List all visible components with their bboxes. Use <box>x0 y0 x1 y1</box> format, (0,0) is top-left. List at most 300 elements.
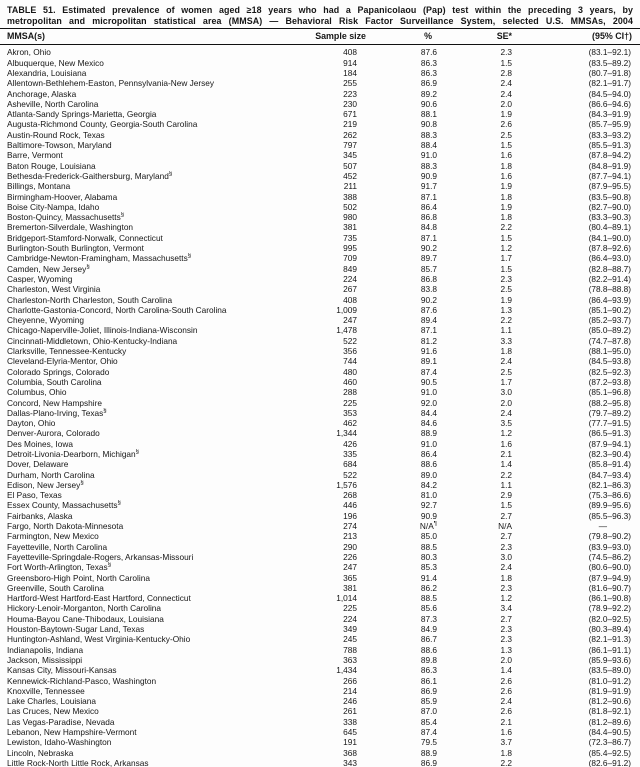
table-row <box>0 119 640 129</box>
cell-mmsa: Edison, New Jersey§ <box>7 479 84 490</box>
cell-percent: 85.7 <box>420 263 437 274</box>
cell-percent: 91.0 <box>420 387 437 398</box>
cell-percent: 89.8 <box>420 654 437 665</box>
cell-percent: 89.0 <box>420 469 437 480</box>
table-row <box>0 253 640 263</box>
cell-percent: 84.2 <box>420 479 437 490</box>
cell-ci: (74.7–87.8) <box>588 335 631 346</box>
cell-se: 1.1 <box>500 325 512 336</box>
cell-ci: (87.2–93.8) <box>588 376 631 387</box>
cell-se: 2.5 <box>500 366 512 377</box>
cell-sample-size: 365 <box>343 572 357 583</box>
cell-mmsa: Hickory-Lenoir-Morganton, North Carolina <box>7 603 162 614</box>
cell-sample-size: 224 <box>343 273 357 284</box>
cell-se: 2.5 <box>500 129 512 140</box>
pap-test-prevalence-table <box>0 28 640 767</box>
cell-mmsa: Baltimore-Towson, Maryland <box>7 140 112 151</box>
cell-sample-size: 1,576 <box>336 479 357 490</box>
cell-sample-size: 213 <box>343 531 357 542</box>
cell-sample-size: 452 <box>343 170 357 181</box>
cell-mmsa: Essex County, Massachusetts§ <box>7 500 121 511</box>
table-row <box>0 624 640 634</box>
cell-ci: (81.2–90.6) <box>588 696 631 707</box>
cell-percent: 90.2 <box>420 243 437 254</box>
cell-se: 2.4 <box>500 88 512 99</box>
cell-se: 2.2 <box>500 469 512 480</box>
table-row <box>0 634 640 644</box>
cell-se: 2.7 <box>500 510 512 521</box>
cell-ci: (81.9–91.9) <box>588 685 631 696</box>
cell-se: 2.4 <box>500 356 512 367</box>
cell-percent: 90.8 <box>420 119 437 130</box>
cell-mmsa: Chicago-Naperville-Joliet, Illinois-Indiana-Wisconsin <box>7 325 198 336</box>
cell-percent: 85.4 <box>420 716 437 727</box>
cell-se: 2.2 <box>500 315 512 326</box>
cell-sample-size: 388 <box>343 191 357 202</box>
cell-se: 2.3 <box>500 47 512 58</box>
cell-ci: (74.5–86.2) <box>588 551 631 562</box>
cell-ci: (85.5–96.3) <box>588 510 631 521</box>
table-row <box>0 356 640 366</box>
cell-percent: 86.9 <box>420 685 437 696</box>
cell-ci: (79.8–90.2) <box>588 531 631 542</box>
cell-se: 1.4 <box>500 665 512 676</box>
cell-se: 1.9 <box>500 201 512 212</box>
cell-sample-size: 446 <box>343 500 357 511</box>
cell-se: 2.3 <box>500 273 512 284</box>
table-row <box>0 212 640 222</box>
cell-sample-size: 274 <box>343 521 357 532</box>
table-row <box>0 439 640 449</box>
col-header-ci: (95% CI†) <box>513 29 640 45</box>
cell-mmsa: Bridgeport-Stamford-Norwalk, Connecticut <box>7 232 163 243</box>
cell-ci: (80.7–91.8) <box>588 68 631 78</box>
cell-percent: 89.4 <box>420 315 437 326</box>
cell-sample-size: 288 <box>343 387 357 398</box>
cell-percent: 87.0 <box>420 706 437 717</box>
cell-se: 2.6 <box>500 706 512 717</box>
cell-sample-size: 368 <box>343 747 357 758</box>
cell-se: 1.3 <box>500 644 512 655</box>
cell-percent: 87.4 <box>420 727 437 737</box>
cell-sample-size: 267 <box>343 284 357 295</box>
cell-sample-size: 1,434 <box>336 665 357 676</box>
cell-ci: (81.2–89.6) <box>588 716 631 727</box>
cell-mmsa: Huntington-Ashland, West Virginia-Kentucky-Ohio <box>7 634 191 645</box>
cell-ci: (83.1–92.1) <box>588 47 631 58</box>
cell-mmsa: Columbia, South Carolina <box>7 376 102 387</box>
cell-sample-size: 408 <box>343 47 357 58</box>
cell-se: 1.1 <box>500 479 512 490</box>
cell-percent: 85.0 <box>420 531 437 542</box>
cell-mmsa: Alexandria, Louisiana <box>7 68 87 78</box>
cell-mmsa: Little Rock-North Little Rock, Arkansas <box>7 757 149 767</box>
cell-sample-size: 225 <box>343 397 357 408</box>
cell-percent: 91.6 <box>420 346 437 357</box>
cell-ci: (86.5–91.3) <box>588 428 631 439</box>
cell-percent: 84.6 <box>420 418 437 429</box>
cell-se: 1.2 <box>500 428 512 439</box>
cell-se: 3.5 <box>500 418 512 429</box>
cell-mmsa: Boise City-Nampa, Idaho <box>7 201 100 212</box>
cell-sample-size: 335 <box>343 448 357 459</box>
table-row <box>0 521 640 531</box>
cell-ci: (87.9–94.9) <box>588 572 631 583</box>
cell-percent: 87.6 <box>420 304 437 315</box>
cell-percent: 90.9 <box>420 510 437 521</box>
cell-percent: 91.7 <box>420 181 437 192</box>
cell-ci: (85.1–90.2) <box>588 304 631 315</box>
cell-mmsa: Camden, New Jersey§ <box>7 263 90 274</box>
cell-ci: (78.8–88.8) <box>588 284 631 295</box>
cell-se: 1.6 <box>500 170 512 181</box>
cell-percent: 92.7 <box>420 500 437 511</box>
cell-mmsa: Albuquerque, New Mexico <box>7 57 104 68</box>
cell-ci: (86.1–91.1) <box>588 644 631 655</box>
cell-se: 1.8 <box>500 747 512 758</box>
cell-mmsa: Burlington-South Burlington, Vermont <box>7 243 144 254</box>
cell-sample-size: 684 <box>343 459 357 470</box>
table-row <box>0 222 640 232</box>
cell-percent: 91.4 <box>420 572 437 583</box>
cell-se: 1.8 <box>500 191 512 202</box>
cell-se: 1.8 <box>500 346 512 357</box>
cell-se: 1.4 <box>500 459 512 470</box>
cell-sample-size: 408 <box>343 294 357 305</box>
cell-ci: (80.3–89.4) <box>588 624 631 635</box>
table-row <box>0 346 640 356</box>
cell-sample-size: 1,344 <box>336 428 357 439</box>
table-row <box>0 325 640 335</box>
cell-sample-size: 223 <box>343 88 357 99</box>
cell-percent: 88.3 <box>420 160 437 171</box>
cell-sample-size: 247 <box>343 562 357 573</box>
cell-se: 2.4 <box>500 562 512 573</box>
cell-se: 1.5 <box>500 140 512 151</box>
cell-ci: (88.2–95.8) <box>588 397 631 408</box>
cell-se: 2.3 <box>500 541 512 552</box>
table-row <box>0 68 640 78</box>
table-row <box>0 398 640 408</box>
cell-se: 2.8 <box>500 68 512 78</box>
table-row <box>0 181 640 191</box>
table-row <box>0 428 640 438</box>
cell-sample-size: 261 <box>343 706 357 717</box>
cell-sample-size: 191 <box>343 737 357 748</box>
table-row <box>0 480 640 490</box>
cell-se: 1.6 <box>500 727 512 737</box>
cell-sample-size: 353 <box>343 407 357 418</box>
cell-se: 2.6 <box>500 685 512 696</box>
cell-mmsa: Fargo, North Dakota-Minnesota <box>7 521 124 532</box>
footnote-marker: § <box>80 480 84 487</box>
table-row <box>0 367 640 377</box>
cell-sample-size: 356 <box>343 346 357 357</box>
table-row <box>0 295 640 305</box>
cell-mmsa: Lebanon, New Hampshire-Vermont <box>7 727 137 737</box>
cell-sample-size: 460 <box>343 376 357 387</box>
col-header-sample-size: Sample size <box>308 29 368 45</box>
column-header-row <box>0 29 640 45</box>
cell-sample-size: 230 <box>343 98 357 109</box>
cell-mmsa: Des Moines, Iowa <box>7 438 73 449</box>
cell-sample-size: 345 <box>343 150 357 161</box>
cell-ci: (82.0–92.5) <box>588 613 631 624</box>
cell-percent: 91.0 <box>420 150 437 161</box>
cell-percent: 86.3 <box>420 57 437 68</box>
cell-sample-size: 914 <box>343 57 357 68</box>
table-row <box>0 315 640 325</box>
footnote-marker: § <box>135 449 140 456</box>
table-row <box>0 150 640 160</box>
cell-percent: N/A¶ <box>419 521 437 532</box>
cell-mmsa: Las Vegas-Paradise, Nevada <box>7 716 115 727</box>
cell-mmsa: Indianapolis, Indiana <box>7 644 84 655</box>
cell-se: 2.9 <box>500 490 512 501</box>
cell-mmsa: Las Cruces, New Mexico <box>7 706 99 717</box>
cell-ci: (84.7–93.4) <box>588 469 631 480</box>
col-header-mmsa: MMSA(s) <box>0 29 308 45</box>
cell-percent: 81.2 <box>420 335 437 346</box>
footnote-marker: § <box>120 212 125 219</box>
table-row <box>0 655 640 665</box>
cell-mmsa: Atlanta-Sandy Springs-Marietta, Georgia <box>7 109 157 120</box>
cell-ci: (85.2–93.7) <box>588 315 631 326</box>
cell-ci: (81.8–92.1) <box>588 706 631 717</box>
cell-mmsa: Asheville, North Carolina <box>7 98 99 109</box>
table-row <box>0 583 640 593</box>
cell-percent: 85.6 <box>420 603 437 614</box>
cell-sample-size: 480 <box>343 366 357 377</box>
cell-se: 2.4 <box>500 78 512 89</box>
table-row <box>0 161 640 171</box>
table-row <box>0 531 640 541</box>
cell-ci: (81.0–91.2) <box>588 675 631 686</box>
cell-sample-size: 381 <box>343 222 357 233</box>
cell-ci: (85.9–93.6) <box>588 654 631 665</box>
cell-sample-size: 226 <box>343 551 357 562</box>
table-title <box>0 0 640 28</box>
table-row <box>0 377 640 387</box>
cell-sample-size: 507 <box>343 160 357 171</box>
cell-se: 2.2 <box>500 222 512 233</box>
cell-percent: 86.3 <box>420 665 437 676</box>
cell-ci: (89.9–95.6) <box>588 500 631 511</box>
cell-percent: 84.9 <box>420 624 437 635</box>
cell-percent: 86.7 <box>420 634 437 645</box>
cell-ci: (77.7–91.5) <box>588 418 631 429</box>
cell-percent: 86.9 <box>420 78 437 89</box>
cell-mmsa: Baton Rouge, Louisiana <box>7 160 96 171</box>
cell-mmsa: Lewiston, Idaho-Washington <box>7 737 112 748</box>
cell-percent: 86.4 <box>420 448 437 459</box>
cell-mmsa: Austin-Round Rock, Texas <box>7 129 105 140</box>
table-row <box>0 109 640 119</box>
cell-mmsa: Billings, Montana <box>7 181 71 192</box>
cell-sample-size: 995 <box>343 243 357 254</box>
cell-percent: 87.6 <box>420 47 437 58</box>
table-row <box>0 562 640 572</box>
cell-sample-size: 645 <box>343 727 357 737</box>
cell-se: 1.2 <box>500 243 512 254</box>
cell-ci: (84.4–90.5) <box>588 727 631 737</box>
cell-ci: (82.2–91.4) <box>588 273 631 284</box>
table-title-line2: metropolitan and micropolitan statistical area (MMSA) — Behavioral Risk Factor Surveillance System, selected U.S. MMSAs, 2004 <box>7 15 633 26</box>
cell-mmsa: Barre, Vermont <box>7 150 63 161</box>
cell-percent: 86.8 <box>420 273 437 284</box>
cell-percent: 88.9 <box>420 428 437 439</box>
cell-mmsa: Dayton, Ohio <box>7 418 56 429</box>
cell-mmsa: Concord, New Hampshire <box>7 397 102 408</box>
cell-mmsa: Denver-Aurora, Colorado <box>7 428 100 439</box>
cell-se: 2.3 <box>500 582 512 593</box>
cell-mmsa: Allentown-Bethlehem-Easton, Pennsylvania-New Jersey <box>7 78 215 89</box>
footnote-marker: § <box>168 171 173 178</box>
cell-percent: 86.9 <box>420 757 437 767</box>
col-header-percent: % <box>368 29 440 45</box>
table-row <box>0 500 640 510</box>
table-row <box>0 737 640 747</box>
cell-se: 1.5 <box>500 263 512 274</box>
cell-ci: (82.1–86.3) <box>588 479 631 490</box>
cell-ci: (82.7–90.0) <box>588 201 631 212</box>
cell-se: 2.3 <box>500 634 512 645</box>
cell-se: 1.6 <box>500 150 512 161</box>
cell-mmsa: Casper, Wyoming <box>7 273 73 284</box>
cell-sample-size: 255 <box>343 78 357 89</box>
cell-ci: (82.5–92.3) <box>588 366 631 377</box>
cell-se: 1.7 <box>500 253 512 264</box>
table-row <box>0 727 640 737</box>
table-row <box>0 676 640 686</box>
cell-se: 1.8 <box>500 572 512 583</box>
table-row <box>0 717 640 727</box>
cell-se: 2.0 <box>500 654 512 665</box>
cell-ci: (83.5–89.0) <box>588 665 631 676</box>
cell-sample-size: 502 <box>343 201 357 212</box>
cell-percent: 88.5 <box>420 593 437 604</box>
cell-mmsa: Clarksville, Tennessee-Kentucky <box>7 346 127 357</box>
table-row <box>0 593 640 603</box>
table-row <box>0 706 640 716</box>
table-row <box>0 511 640 521</box>
cell-mmsa: Greenville, South Carolina <box>7 582 104 593</box>
cell-mmsa: Fayetteville, North Carolina <box>7 541 108 552</box>
cell-ci: (82.6–91.2) <box>588 757 631 767</box>
cell-mmsa: Dover, Delaware <box>7 459 69 470</box>
cell-sample-size: 1,009 <box>336 304 357 315</box>
cell-sample-size: 262 <box>343 129 357 140</box>
cell-ci: (84.3–91.9) <box>588 109 631 120</box>
cell-mmsa: Fayetteville-Springdale-Rogers, Arkansas-Missouri <box>7 551 194 562</box>
cell-percent: 88.1 <box>420 109 437 120</box>
cell-ci: (84.8–91.9) <box>588 160 631 171</box>
cell-mmsa: Birmingham-Hoover, Alabama <box>7 191 118 202</box>
cell-percent: 86.1 <box>420 675 437 686</box>
table-row <box>0 89 640 99</box>
table-row <box>0 387 640 397</box>
cell-ci: (83.3–90.3) <box>588 212 631 223</box>
cell-sample-size: 349 <box>343 624 357 635</box>
cell-mmsa: Fort Worth-Arlington, Texas§ <box>7 562 112 573</box>
cell-se: 3.4 <box>500 603 512 614</box>
cell-ci: (82.1–91.7) <box>588 78 631 89</box>
cell-mmsa: Cincinnati-Middletown, Ohio-Kentucky-Indiana <box>7 335 178 346</box>
cell-ci: (82.1–91.3) <box>588 634 631 645</box>
table-row <box>0 78 640 88</box>
table-row <box>0 542 640 552</box>
cell-se: 1.5 <box>500 57 512 68</box>
cell-ci: (87.7–94.1) <box>588 170 631 181</box>
cell-mmsa: Durham, North Carolina <box>7 469 95 480</box>
cell-mmsa: Lake Charles, Louisiana <box>7 696 97 707</box>
cell-percent: 88.9 <box>420 747 437 758</box>
cell-percent: 85.3 <box>420 562 437 573</box>
cell-sample-size: 211 <box>343 181 357 192</box>
cell-ci: (84.1–90.0) <box>588 232 631 243</box>
cell-mmsa: Akron, Ohio <box>7 47 51 58</box>
cell-mmsa: Bremerton-Silverdale, Washington <box>7 222 134 233</box>
cell-ci: (86.6–94.6) <box>588 98 631 109</box>
cell-sample-size: 290 <box>343 541 357 552</box>
footnote-marker: § <box>117 500 121 507</box>
cell-mmsa: Dallas-Plano-Irving, Texas§ <box>7 407 107 418</box>
cell-se: 2.2 <box>500 757 512 767</box>
footnote-marker: § <box>103 408 107 415</box>
cell-sample-size: 671 <box>343 109 357 120</box>
cell-ci: (85.5–91.3) <box>588 140 631 151</box>
cell-percent: 86.8 <box>420 212 437 223</box>
cell-mmsa: Charlotte-Gastonia-Concord, North Carolina-South Carolina <box>7 304 227 315</box>
table-row <box>0 99 640 109</box>
cell-sample-size: 381 <box>343 582 357 593</box>
cell-sample-size: 338 <box>343 716 357 727</box>
cell-mmsa: Detroit-Livonia-Dearborn, Michigan§ <box>7 448 140 459</box>
cell-sample-size: 522 <box>343 335 357 346</box>
table-row <box>0 45 640 58</box>
cell-percent: 90.5 <box>420 376 437 387</box>
cell-ci: (85.8–91.4) <box>588 459 631 470</box>
cell-ci: (86.4–93.9) <box>588 294 631 305</box>
cell-sample-size: 849 <box>343 263 357 274</box>
cell-sample-size: 268 <box>343 490 357 501</box>
cell-percent: 81.0 <box>420 490 437 501</box>
table-row <box>0 418 640 428</box>
cell-percent: 88.5 <box>420 541 437 552</box>
cell-sample-size: 225 <box>343 603 357 614</box>
cell-se: 2.6 <box>500 675 512 686</box>
table-row <box>0 336 640 346</box>
table-row <box>0 470 640 480</box>
cell-ci: (78.9–92.2) <box>588 603 631 614</box>
cell-ci: (84.5–94.0) <box>588 88 631 99</box>
cell-percent: 88.6 <box>420 644 437 655</box>
cell-sample-size: 196 <box>343 510 357 521</box>
table-row <box>0 305 640 315</box>
table-row <box>0 192 640 202</box>
cell-se: 1.2 <box>500 593 512 604</box>
cell-sample-size: 224 <box>343 613 357 624</box>
cell-se: 1.8 <box>500 212 512 223</box>
cell-se: 2.7 <box>500 613 512 624</box>
cell-se: 1.9 <box>500 109 512 120</box>
table-row <box>0 748 640 758</box>
cell-ci: (82.3–90.4) <box>588 448 631 459</box>
cell-mmsa: Hartford-West Hartford-East Hartford, Connecticut <box>7 593 191 604</box>
table-row <box>0 140 640 150</box>
cell-mmsa: Greensboro-High Point, North Carolina <box>7 572 150 583</box>
cell-percent: 89.7 <box>420 253 437 264</box>
